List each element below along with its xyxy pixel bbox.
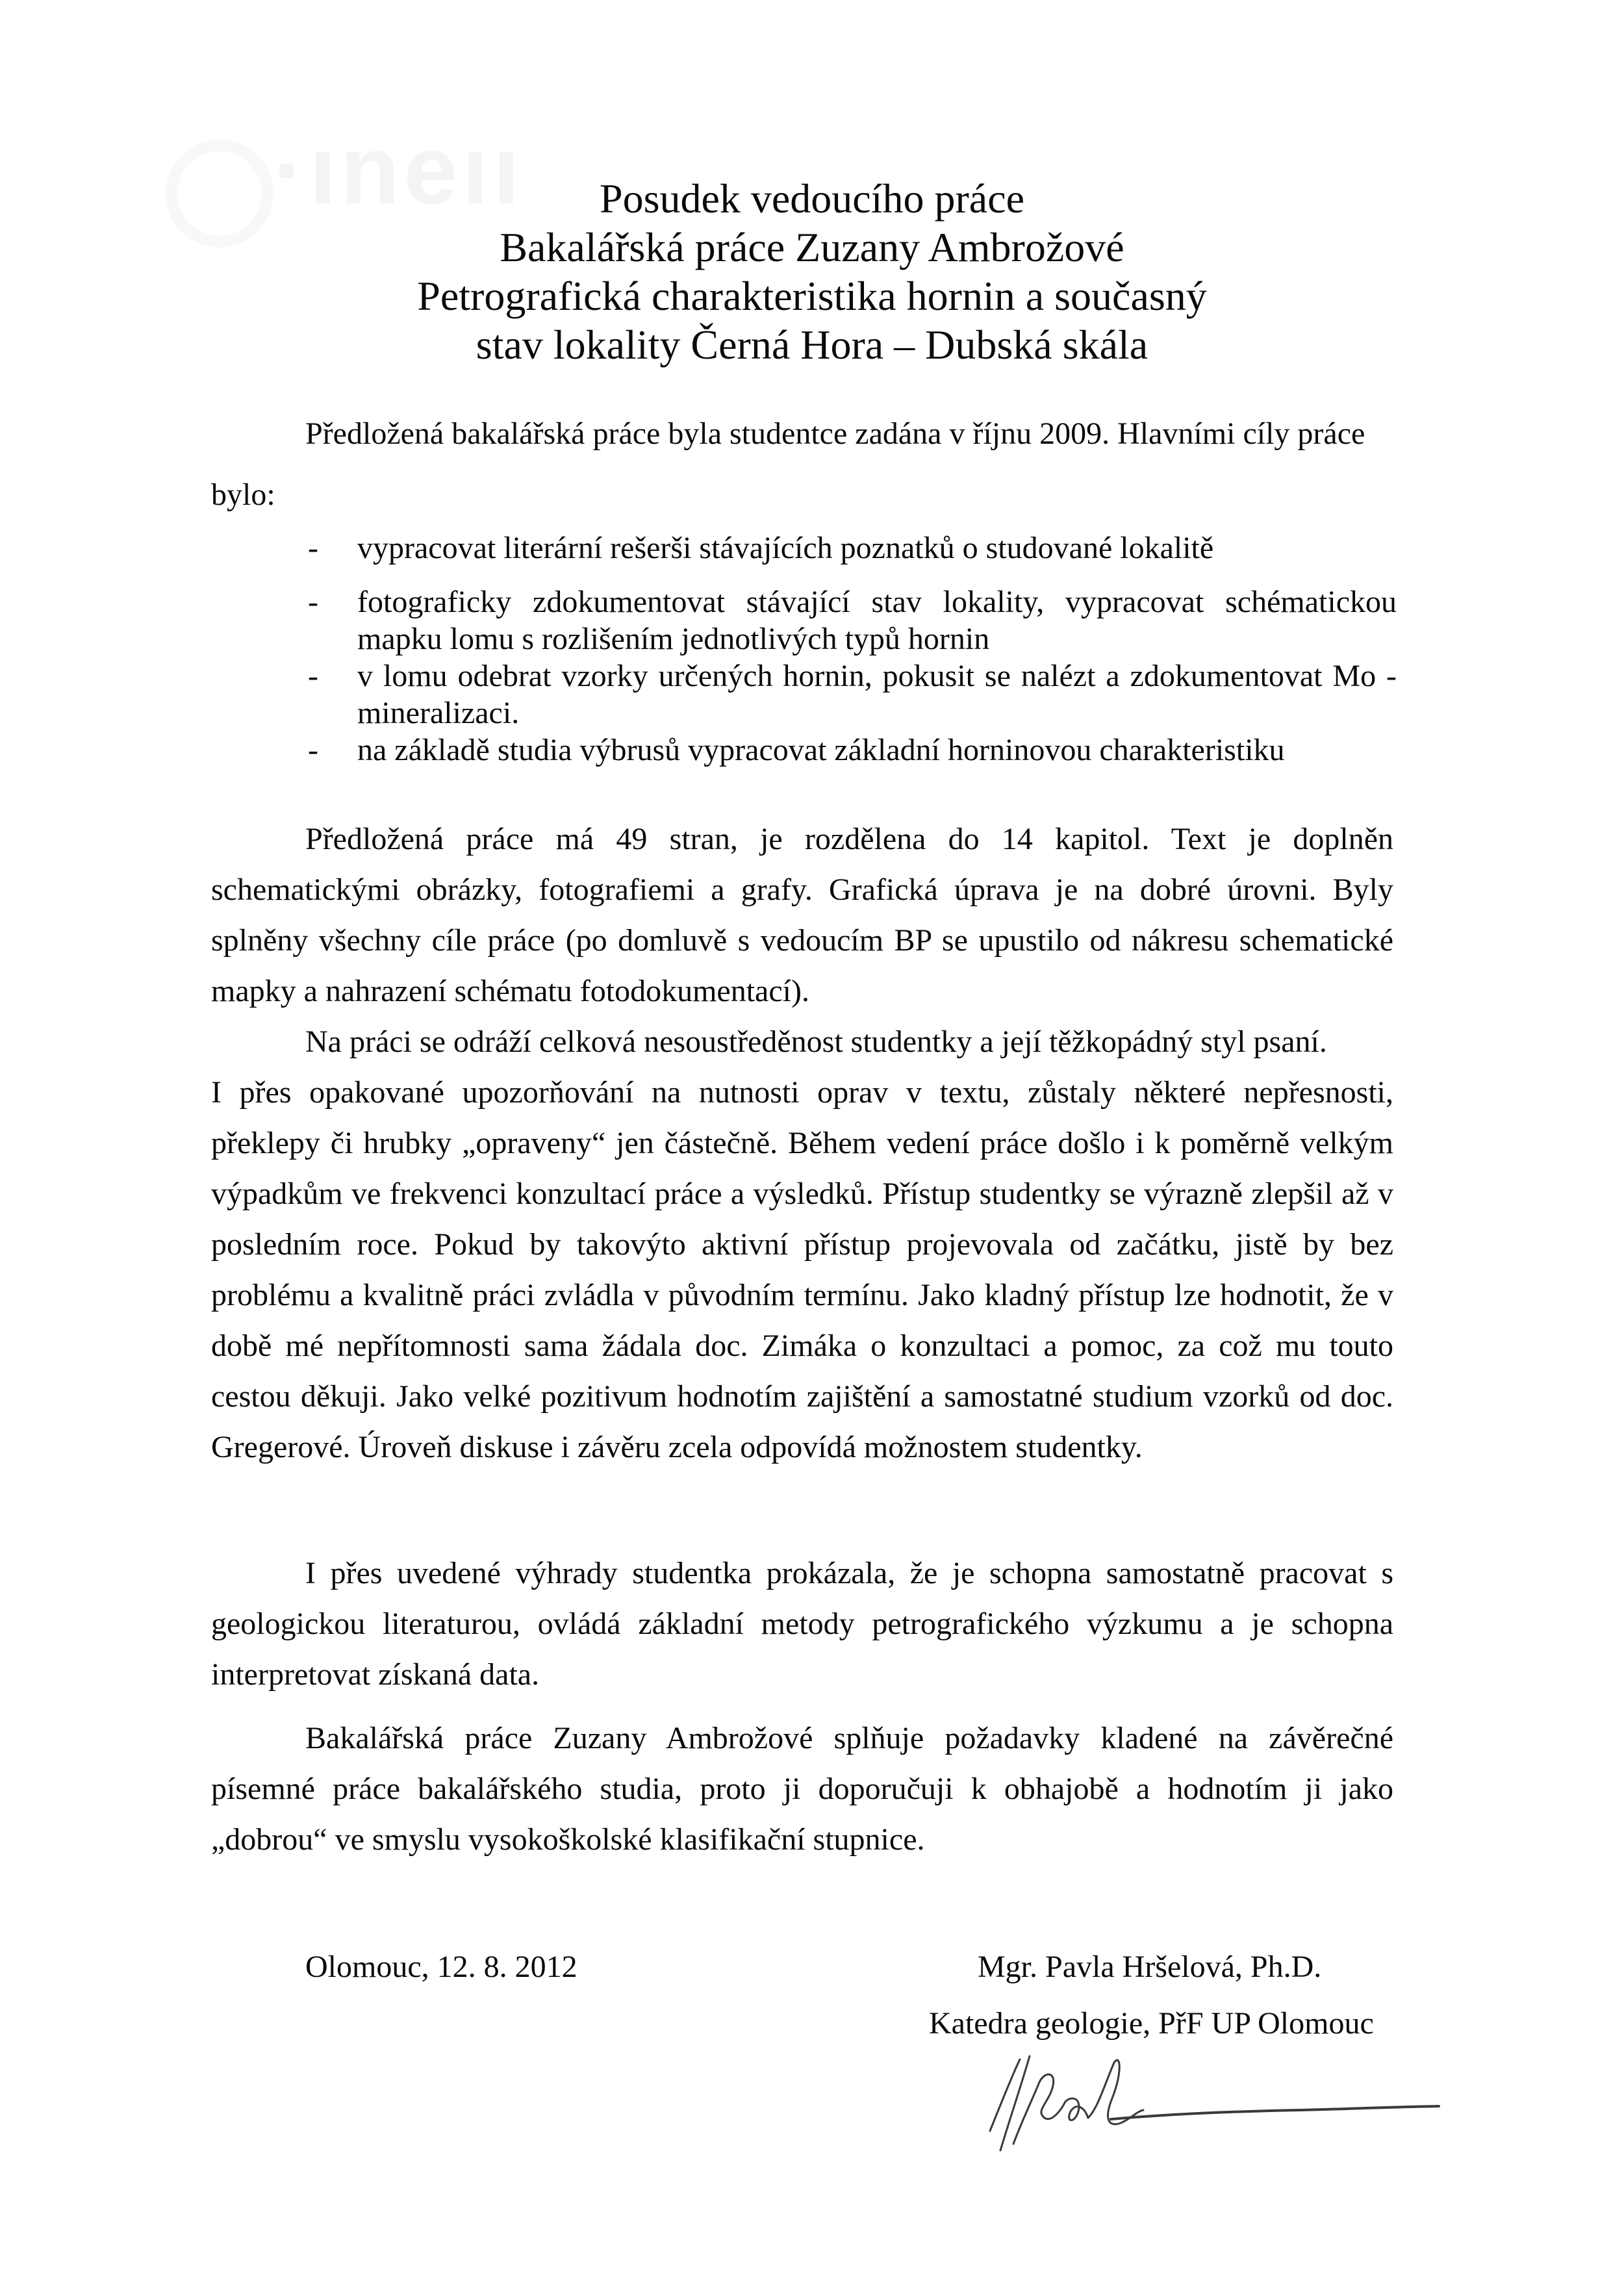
paragraph-abilities: I přes uvedené výhrady studentka prokázala, že je schopna samostatně pracovat s geologickou literaturou, ovládá základní metody petrografického výzkumu a je schopna interpretovat získaná data. <box>211 1556 1393 1692</box>
goal-item <box>305 732 1397 769</box>
goal-text: vypracovat literární rešerši stávajících poznatků o studované lokalitě <box>357 531 1214 565</box>
title-line-4: stav lokality Černá Hora – Dubská skála <box>476 322 1148 368</box>
paragraph-conclusion: Bakalářská práce Zuzany Ambrožové splňuje požadavky kladené na závěrečné písemné práce bakalářského studia, proto ji doporučuji k obhajobě a hodnotím ji jako „dobrou“ ve smyslu vysokoškolské klasifikační stupnice. <box>211 1721 1393 1857</box>
paragraph-criticism: I přes opakované upozorňování na nutnosti oprav v textu, zůstaly některé nepřesnosti, překlepy či hrubky „opraveny“ jen částečně. Během vedení práce došlo i k poměrně velkým výpadkům ve frekvenci konzultací práce a výsledků. Přístup studentky se výrazně zlepšil až v posledním roce. Pokud by takovýto aktivní přístup projevovala od začátku, jistě by bez problému a kvalitně práci zvládla v původním termínu. Jako kladný přístup lze hodnotit, že v době mé nepřítomnosti sama žádala doc. Zimáka o konzultaci a pomoc, za což mu touto cestou děkuji. Jako velké pozitivum hodnotím zajištění a samostatné studium vzorků od doc. Gregerové. Úroveň diskuse i závěru zcela odpovídá možnostem studentky. <box>211 1075 1393 1464</box>
signature-stroke <box>990 2059 1020 2131</box>
signature-stroke <box>1111 2106 1439 2119</box>
title-line-3: Petrografická charakteristika hornin a současný <box>417 273 1207 319</box>
goal-item <box>305 529 1397 567</box>
goal-text: v lomu odebrat vzorky určených hornin, pokusit se nalézt a zdokumentovat Mo - mineralizaci. <box>357 659 1397 730</box>
bleed-through-letterhead: ·ıneıı <box>273 115 524 224</box>
signature-stroke <box>1088 2060 1143 2124</box>
document-title <box>0 174 1624 369</box>
reviewer-department: Katedra geologie, PřF UP Olomouc <box>929 2006 1374 2041</box>
dash-bullet-icon: - <box>308 733 318 767</box>
handwritten-signature-icon <box>974 2046 1442 2157</box>
reviewer-name: Mgr. Pavla Hršelová, Ph.D. <box>978 1950 1322 1984</box>
dash-bullet-icon: - <box>308 585 318 619</box>
goal-text: fotograficky zdokumentovat stávající stav lokality, vypracovat schématickou mapku lomu s rozlišením jednotlivých typů hornin <box>357 585 1397 656</box>
title-line-1: Posudek vedoucího práce <box>599 175 1025 222</box>
goal-text: na základě studia výbrusů vypracovat základní horninovou charakteristiku <box>357 733 1285 767</box>
title-line-2: Bakalářská práce Zuzany Ambrožové <box>500 224 1124 270</box>
paragraph-criticism-lead: Na práci se odráží celková nesoustředěnost studentky a její těžkopádný styl psaní. <box>305 1025 1327 1059</box>
goal-item <box>305 657 1397 732</box>
place-and-date: Olomouc, 12. 8. 2012 <box>305 1950 577 1984</box>
dash-bullet-icon: - <box>308 531 318 565</box>
goal-item <box>305 583 1397 657</box>
signature-stroke <box>1065 2098 1088 2120</box>
intro-sentence: Předložená bakalářská práce byla studentce zadána v říjnu 2009. Hlavními cíly práce <box>305 416 1365 451</box>
intro-continuation: bylo: <box>211 477 275 512</box>
dash-bullet-icon: - <box>308 659 318 693</box>
paragraph-scope: Předložená práce má 49 stran, je rozdělena do 14 kapitol. Text je doplněn schematickými obrázky, fotografiemi a grafy. Grafická úprava je na dobré úrovni. Byly splněny všechny cíle práce (po domluvě s vedoucím BP se upustilo od nákresu schematické mapky a nahrazení schématu fotodokumentací). <box>211 822 1393 1008</box>
goals-list <box>305 529 1397 769</box>
